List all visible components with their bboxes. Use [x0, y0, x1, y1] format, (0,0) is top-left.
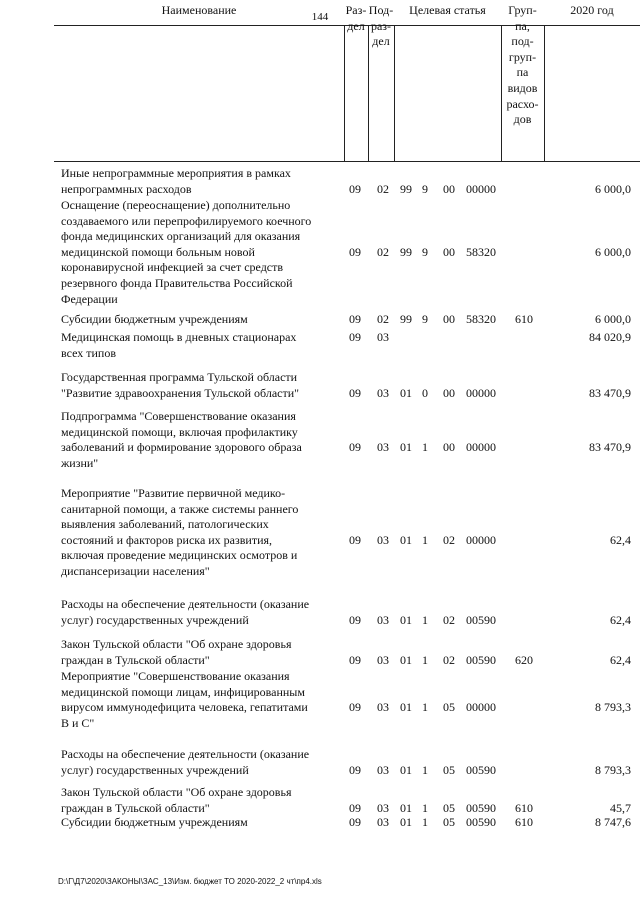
cell-rz: 09 [349, 244, 361, 259]
row-name: Оснащение (переоснащение) дополнительно создаваемого или перепрофилируемого коечного фонда медицинских организаций для оказания медицинской помощи больным новой коронавирусной инфекцией за счет средств резервного фонда Правительства Российской Федерации [61, 198, 312, 306]
cell-rz: 09 [349, 800, 361, 815]
cell-pr: 02 [377, 312, 389, 326]
cell-sum: 6 000,0 [595, 244, 631, 259]
cell-c1: 01 [400, 612, 412, 627]
row-name: Государственная программа Тульской области "Развитие здравоохранения Тульской области" [61, 370, 300, 400]
cell-sum: 62,4 [610, 652, 631, 667]
cell-rz: 09 [349, 762, 361, 777]
cell-pr: 03 [377, 532, 389, 547]
cell-c2: 9 [422, 181, 428, 196]
header-gruppa-vidov-rashodov: Груп- па, под- груп- па видов расхо- дов [506, 3, 539, 127]
row-name: Закон Тульской области "Об охране здоровья граждан в Тульской области" [61, 637, 292, 667]
cell-c3: 00 [443, 440, 455, 455]
cell-c2: 1 [422, 440, 428, 455]
cell-sum: 83 470,9 [589, 385, 631, 400]
cell-c2: 1 [422, 612, 428, 627]
cell-c1: 01 [400, 532, 412, 547]
cell-c4: 00000 [466, 700, 496, 715]
cell-c3: 02 [443, 612, 455, 627]
row-name: Расходы на обеспечение деятельности (оказание услуг) государственных учреждений [61, 747, 310, 777]
cell-c3: 00 [443, 244, 455, 259]
cell-rz: 09 [349, 815, 361, 829]
cell-c4: 00590 [466, 612, 496, 627]
cell-sum: 8 747,6 [595, 815, 631, 829]
cell-c1: 01 [400, 700, 412, 715]
cell-c2: 1 [422, 532, 428, 547]
cell-sum: 62,4 [610, 612, 631, 627]
cell-sum: 45,7 [610, 800, 631, 815]
cell-c1: 99 [400, 312, 412, 326]
cell-vr: 610 [515, 312, 533, 326]
cell-c4: 00590 [466, 815, 496, 829]
row-name: Медицинская помощь в дневных стационарах всех типов [61, 330, 297, 360]
row-name: Закон Тульской области "Об охране здоровья граждан в Тульской области" [61, 785, 292, 815]
cell-c4: 00000 [466, 385, 496, 400]
row-name: Мероприятие "Развитие первичной медико- санитарной помощи, а также системы раннего выявления заболеваний, патологических состояний и факторов риска их развития, включая проведение медицинских осмотров и диспансеризации населения" [61, 486, 299, 578]
cell-c2: 0 [422, 385, 428, 400]
row-name: Расходы на обеспечение деятельности (оказание услуг) государственных учреждений [61, 597, 310, 627]
cell-c3: 05 [443, 762, 455, 777]
cell-c3: 05 [443, 700, 455, 715]
cell-c1: 01 [400, 385, 412, 400]
cell-c1: 99 [400, 244, 412, 259]
row-name: Мероприятие "Совершенствование оказания медицинской помощи лицам, инфицированным вирусом иммунодефицита человека, гепатитами В и С" [61, 669, 308, 730]
cell-pr: 03 [377, 762, 389, 777]
cell-c4: 58320 [466, 312, 496, 326]
cell-sum: 84 020,9 [589, 330, 631, 344]
cell-pr: 02 [377, 181, 389, 196]
cell-rz: 09 [349, 532, 361, 547]
cell-c4: 00590 [466, 800, 496, 815]
cell-pr: 03 [377, 700, 389, 715]
cell-c4: 00000 [466, 440, 496, 455]
page-number: 144 [311, 11, 329, 23]
cell-c1: 01 [400, 652, 412, 667]
cell-vr: 610 [515, 800, 533, 815]
cell-sum: 8 793,3 [595, 762, 631, 777]
cell-sum: 6 000,0 [595, 312, 631, 326]
cell-c2: 1 [422, 800, 428, 815]
cell-c1: 01 [400, 440, 412, 455]
cell-rz: 09 [349, 385, 361, 400]
cell-rz: 09 [349, 312, 361, 326]
cell-rz: 09 [349, 440, 361, 455]
cell-rz: 09 [349, 330, 361, 344]
cell-c2: 1 [422, 700, 428, 715]
header-razdel: Раз- дел [345, 3, 367, 33]
cell-c4: 00590 [466, 652, 496, 667]
cell-c2: 1 [422, 815, 428, 829]
cell-c3: 00 [443, 385, 455, 400]
cell-pr: 03 [377, 800, 389, 815]
cell-c1: 01 [400, 815, 412, 829]
row-name: Иные непрограммные мероприятия в рамках непрограммных расходов [61, 166, 291, 196]
file-path-footer: D:\Г\Д7\2020\ЗАКОНЫ\ЗАС_13\Изм. бюджет ТО 2020-2022_2 чт\пр4.xls [58, 877, 322, 886]
cell-pr: 03 [377, 612, 389, 627]
cell-c4: 00000 [466, 181, 496, 196]
cell-pr: 03 [377, 440, 389, 455]
row-name: Подпрограмма "Совершенствование оказания медицинской помощи, включая профилактику заболеваний и формирование здорового образа жизни" [61, 409, 302, 470]
cell-rz: 09 [349, 652, 361, 667]
cell-c4: 58320 [466, 244, 496, 259]
header-year: 2020 год [570, 3, 614, 17]
cell-sum: 83 470,9 [589, 440, 631, 455]
cell-sum: 8 793,3 [595, 700, 631, 715]
cell-c2: 1 [422, 762, 428, 777]
cell-pr: 03 [377, 652, 389, 667]
cell-rz: 09 [349, 700, 361, 715]
cell-c3: 05 [443, 800, 455, 815]
cell-rz: 09 [349, 612, 361, 627]
cell-c2: 1 [422, 652, 428, 667]
row-name: Субсидии бюджетным учреждениям [61, 815, 248, 829]
cell-pr: 03 [377, 385, 389, 400]
cell-pr: 02 [377, 244, 389, 259]
cell-c2: 9 [422, 244, 428, 259]
row-name: Субсидии бюджетным учреждениям [61, 312, 248, 326]
cell-c1: 01 [400, 800, 412, 815]
header-podrazdel: Под- раз- дел [368, 3, 394, 49]
cell-c1: 01 [400, 762, 412, 777]
cell-c3: 00 [443, 312, 455, 326]
cell-c2: 9 [422, 312, 428, 326]
cell-c3: 02 [443, 652, 455, 667]
cell-vr: 610 [515, 815, 533, 829]
cell-sum: 6 000,0 [595, 181, 631, 196]
cell-c3: 05 [443, 815, 455, 829]
cell-c1: 99 [400, 181, 412, 196]
cell-c3: 00 [443, 181, 455, 196]
cell-c3: 02 [443, 532, 455, 547]
header-name: Наименование [161, 3, 237, 17]
cell-c4: 00000 [466, 532, 496, 547]
header-celevaya-statya: Целевая статья [409, 3, 486, 17]
cell-pr: 03 [377, 330, 389, 344]
cell-vr: 620 [515, 652, 533, 667]
cell-pr: 03 [377, 815, 389, 829]
cell-c4: 00590 [466, 762, 496, 777]
cell-sum: 62,4 [610, 532, 631, 547]
cell-rz: 09 [349, 181, 361, 196]
